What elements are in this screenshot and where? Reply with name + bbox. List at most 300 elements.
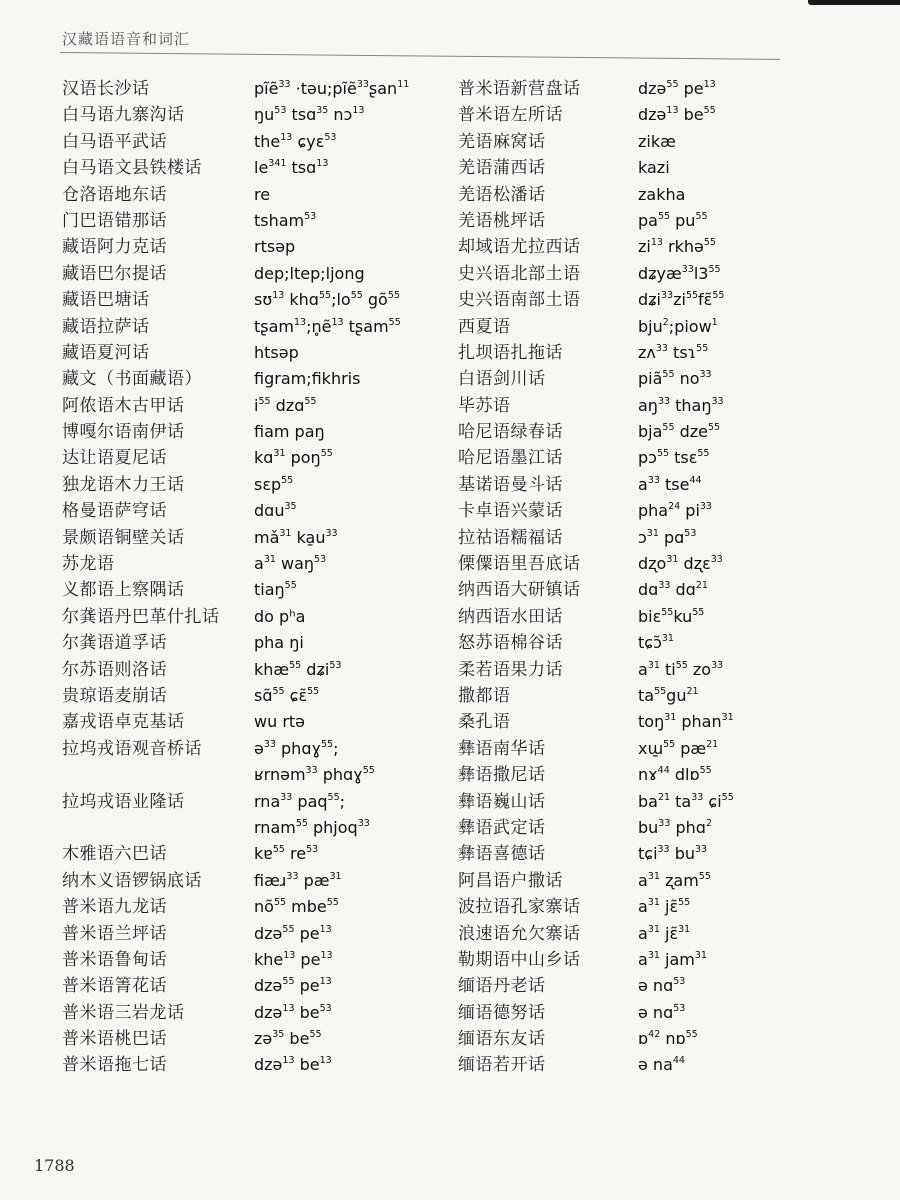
word-forms [254,1052,332,1078]
dialect-name: 缅语若开话 [458,1055,546,1076]
dialect-entry [62,102,409,128]
word-form: zikæ [638,131,676,151]
dialect-entry [458,815,734,841]
word-form: dzə$^{55}$ $pe^{13}$ [254,923,332,943]
dialect-entry [458,1000,734,1026]
word-form: rnam$^{55}$ phjoq$^{33}$ [254,817,370,837]
dialect-name: 波拉语孔家寨话 [458,897,581,918]
word-forms [254,604,305,630]
word-forms [254,525,338,551]
dialect-entry [458,947,734,973]
dialect-entry [62,340,409,366]
word-forms [638,894,690,920]
dialect-name: 藏文（书面藏语） [62,369,202,390]
dialect-name: 普米语三岩龙话 [62,1002,185,1023]
word-form: pha ŋi [254,633,304,653]
dialect-entry [458,76,734,102]
word-form: $i^{55}$ dzɑ$^{55}$ [254,395,317,415]
dialect-entry [62,657,409,683]
dialect-entry [458,129,734,155]
word-forms [254,789,370,842]
word-form: $a^{33}$ tse$^{44}$ [638,474,702,494]
dialect-entry [62,76,409,102]
word-forms [638,709,734,735]
dialect-name: 普米语箐花话 [62,976,167,997]
dialect-entry [62,129,409,155]
word-form: sɑ̃$^{55}$ ɕɛ̃$^{55}$ [254,685,320,705]
word-forms [638,129,676,155]
dialect-entry [458,155,734,181]
word-form: ɔ$^{31}$ pɑ$^{53}$ [638,527,697,547]
word-forms [638,657,723,683]
word-form: $a^{31}$ jɛ̃$^{31}$ [638,923,691,943]
dialect-entry [458,604,734,630]
word-form: ə $na^{44}$ [638,1055,685,1075]
dialect-name: 彝语撒尼话 [458,765,546,786]
dialect-name: 卡卓语兴蒙话 [458,501,563,522]
dialect-entry [62,868,409,894]
word-forms [638,314,718,340]
word-forms [638,815,712,841]
word-form: $aŋ^{33}$ thaŋ$^{33}$ [638,395,724,415]
dialect-name: 藏语巴尔提话 [62,263,167,284]
word-form: $biɛ^{55}ku^{55}$ [638,606,705,626]
word-forms [638,102,716,128]
word-forms [254,551,326,577]
word-forms [254,155,328,181]
word-forms [254,683,319,709]
dialect-entry [62,683,409,709]
word-forms [254,366,360,392]
dialect-entry [458,314,734,340]
word-form: zʌ$^{33}$ tsɿ$^{55}$ [638,342,709,362]
dialect-entry [62,182,409,208]
word-form: htsəp [254,342,299,362]
word-forms [254,208,316,234]
word-forms [638,1000,685,1026]
word-form: khæ$^{55}$ dʑi$^{53}$ [254,659,342,679]
dialect-entry [62,155,409,181]
dialect-name: 基诺语曼斗话 [458,474,563,495]
dialect-entry [62,1026,409,1052]
dialect-name: 普米语拖七话 [62,1055,167,1076]
dialect-name: 彝语南华话 [458,738,546,759]
dialect-entry [458,894,734,920]
dialect-entry [62,419,409,445]
dialect-name: 贵琼语麦崩话 [62,685,167,706]
word-form: piã$^{55}$ $no^{33}$ [638,369,712,389]
word-form: $ta^{55}gu^{21}$ [638,685,699,705]
dialect-name: 羌语蒲西话 [458,158,546,179]
dialect-entry [458,973,734,999]
dialect-name: 仓洛语地东话 [62,184,167,205]
word-forms [638,472,702,498]
word-form: $nõ^{55}$ mbe$^{55}$ [254,897,339,917]
dialect-name: 白语剑川话 [458,369,546,390]
word-forms [254,947,333,973]
running-header: 汉藏语语音和词汇 [62,30,191,48]
word-form: $bu^{33}$ phɑ$^2$ [638,817,712,837]
word-forms [254,1026,322,1052]
word-form: bja$^{55}$ dze$^{55}$ [638,422,721,442]
dialect-name: 尔龚语丹巴革什扎话 [62,606,220,627]
word-form: $ba^{21}$ $ta^{33}$ ɕi$^{55}$ [638,791,734,811]
dialect-name: 史兴语北部土语 [458,263,581,284]
word-form: dɑ$^{33}$ dɑ$^{21}$ [638,580,708,600]
dialect-name: 拉坞戎语业隆话 [62,791,185,812]
header-rule [60,52,780,60]
left-column [62,76,409,1079]
word-forms [254,314,401,340]
dialect-entry [458,577,734,603]
word-forms [638,868,711,894]
word-form: tsham$^{53}$ [254,210,317,230]
word-form: re [254,184,271,204]
dialect-entry [458,234,734,260]
dialect-name: 缅语东友话 [458,1029,546,1050]
word-form: dzə$^{55}$ $pe^{13}$ [638,79,716,98]
dialect-entry [458,445,734,471]
dialect-entry [458,657,734,683]
word-forms [638,419,720,445]
dialect-entry [458,709,734,735]
dialect-entry [458,261,734,287]
word-forms [638,683,699,709]
word-forms [638,155,670,181]
dialect-name: 尔苏语则洛话 [62,659,167,680]
dialect-name: 哈尼语墨江话 [458,448,563,469]
word-forms [638,182,685,208]
word-forms [638,525,696,551]
dialect-name: 义都语上察隅话 [62,580,185,601]
page-number: 1788 [34,1156,75,1175]
dialect-entry [62,393,409,419]
dialect-name: 苏龙语 [62,554,115,575]
dialect-name: 彝语武定话 [458,817,546,838]
word-form: pĩẽ$^{33}$ ·təu;pĩẽ$^{33}$ʂan$^{11}$ [254,79,410,98]
word-forms [254,419,325,445]
word-form: $a^{31}$ jɛ̃$^{55}$ [638,897,691,917]
word-form: nɤ$^{44}$ dlɒ$^{55}$ [638,765,712,785]
word-forms [638,208,708,234]
word-form: pha$^{24}$ $pi^{33}$ [638,501,712,521]
dialect-name: 纳西语水田话 [458,606,563,627]
word-forms [254,445,333,471]
dialect-entry [62,1052,409,1078]
dialect-name: 阿侬语木古甲话 [62,395,185,416]
word-form: sɛp$^{55}$ [254,474,294,494]
right-column [458,76,734,1079]
word-forms [254,841,318,867]
word-form: ə nɑ$^{53}$ [638,976,686,996]
dialect-entry [62,287,409,313]
dialect-name: 格曼语萨穹话 [62,501,167,522]
dialect-entry [62,973,409,999]
dialect-name: 拉祜语糯福话 [458,527,563,548]
word-forms [638,789,734,815]
dialect-name: 羌语桃坪话 [458,210,546,231]
dialect-name: 普米语新营盘话 [458,79,581,99]
word-form: ə nɑ$^{53}$ [638,1002,686,1022]
corner-tab-mark [808,0,900,5]
dialect-name: 博嘎尔语南伊话 [62,422,185,443]
word-form: $a^{31}$ waŋ$^{53}$ [254,554,327,574]
dialect-name: 达让语夏尼话 [62,448,167,469]
dialect-name: 毕苏语 [458,395,511,416]
word-forms [254,1000,332,1026]
word-forms [254,630,304,656]
word-form: $pa^{55}$ $pu^{55}$ [638,210,708,230]
word-form: wu rtə [254,712,306,732]
word-form: do pʰa [254,606,306,626]
dialect-entry [458,868,734,894]
word-form: dʐo$^{31}$ dʐɛ$^{33}$ [638,554,723,574]
word-forms [254,709,305,735]
word-form: ɒ$^{42}$ nɒ$^{55}$ [638,1029,698,1049]
word-form: $mǎ^{31}$ $ka̱u^{33}$ [254,527,338,547]
word-forms [254,973,332,999]
word-form: kɐ$^{55}$ $re^{53}$ [254,844,319,864]
dialect-entry [62,604,409,630]
dialect-name: 普米语九龙话 [62,897,167,918]
word-forms [638,551,723,577]
dialect-entry [62,921,409,947]
dialect-entry [62,736,409,789]
dialect-entry [458,340,734,366]
word-forms [638,393,724,419]
dialect-name: 扎坝语扎拖话 [458,342,563,363]
word-forms [638,366,712,392]
dialect-entry [458,472,734,498]
dialect-entry [62,630,409,656]
word-forms [638,498,712,524]
word-form: $dʑyæ^{33}l3^{55}$ [638,263,721,283]
word-forms [638,736,718,762]
dialect-name: 藏语阿力克话 [62,237,167,258]
dialect-name: 缅语德努话 [458,1002,546,1023]
dialect-entry [458,683,734,709]
dialect-entry [62,894,409,920]
word-form: dzə$^{13}$ $be^{55}$ [638,105,716,125]
dialect-name: 汉语长沙话 [62,79,150,99]
dialect-name: 木雅语六巴话 [62,844,167,865]
dialect-name: 藏语拉萨话 [62,316,150,337]
dialect-name: 阿昌语户撒话 [458,870,563,891]
word-form: dzə$^{55}$ $pe^{13}$ [254,976,332,996]
word-forms [254,340,299,366]
word-form: xɯ̱$^{55}$ $pæ^{21}$ [638,738,719,758]
word-forms [638,76,716,102]
word-form: fiam paŋ [254,422,325,442]
dialect-entry [62,261,409,287]
dialect-entry [62,208,409,234]
word-forms [254,894,339,920]
word-form: $dʑi^{33}zi^{55}fɛ̃^{55}$ [638,290,725,310]
dialect-entry [458,419,734,445]
dialect-name: 普米语左所话 [458,105,563,126]
dialect-entry [62,1000,409,1026]
word-forms [638,947,707,973]
dialect-name: 独龙语木力王话 [62,474,185,495]
dialect-entry [62,551,409,577]
dialect-entry [458,208,734,234]
word-forms [254,287,400,313]
word-forms [638,1026,698,1052]
dialect-entry [458,551,734,577]
word-form: tɕɔ̃$^{31}$ [638,633,674,653]
dialect-entry [62,234,409,260]
dialect-name: 门巴语错那话 [62,210,167,231]
dialect-name: 撒都语 [458,685,511,706]
word-form: dzə$^{13}$ $be^{53}$ [254,1002,332,1022]
dialect-name: 藏语巴塘话 [62,290,150,311]
dialect-name: 白马语九寨沟话 [62,105,185,126]
word-forms [254,498,297,524]
word-forms [254,234,295,260]
word-form: zakha [638,184,686,204]
word-form: bju$^2$;piow$^1$ [638,316,718,336]
word-form: fiæɹ$^{33}$ $pæ^{31}$ [254,870,342,890]
dialect-name: 羌语松潘话 [458,184,546,205]
word-forms [638,340,708,366]
dialect-name: 西夏语 [458,316,511,337]
dialect-name: 史兴语南部土语 [458,290,581,311]
word-form: tiaŋ$^{55}$ [254,580,297,600]
dialect-name: 缅语丹老话 [458,976,546,997]
word-forms [638,841,707,867]
dialect-name: 哈尼语绿春话 [458,422,563,443]
dialect-name: 桑孔语 [458,712,511,733]
dialect-name: 羌语麻窝话 [458,131,546,152]
dialect-entry [458,287,734,313]
word-forms [638,445,709,471]
dialect-entry [62,498,409,524]
dialect-entry [62,445,409,471]
dialect-name: 傈僳语里吾底话 [458,554,581,575]
word-form: dep;ltep;ljong [254,263,365,283]
word-form: $a^{31}$ jam$^{31}$ [638,949,707,969]
word-forms [638,921,690,947]
word-forms [254,182,270,208]
word-forms [638,261,721,287]
dialect-name: 普米语鲁甸话 [62,949,167,970]
dialect-entry [62,841,409,867]
word-form: pɔ$^{55}$ tsɛ$^{55}$ [638,448,710,468]
word-forms [254,393,316,419]
word-forms [254,868,342,894]
word-forms [638,1052,685,1078]
dialect-entry [458,102,734,128]
word-form: zə$^{35}$ $be^{55}$ [254,1029,322,1049]
dialect-name: 纳西语大研镇话 [458,580,581,601]
dialect-name: 勒期语中山乡话 [458,949,581,970]
word-forms [254,736,375,789]
dialect-name: 尔龚语道孚话 [62,633,167,654]
word-form: $le^{341}$ tsɑ$^{13}$ [254,158,329,178]
word-forms [254,472,293,498]
word-form: rtsəp [254,237,296,257]
dialect-entry [62,709,409,735]
dialect-name: 怒苏语棉谷话 [458,633,563,654]
dialect-name: 彝语巍山话 [458,791,546,812]
word-form: the$^{13}$ ɕyɛ$^{53}$ [254,131,337,151]
dialect-name: 拉坞戎语观音桥话 [62,738,202,759]
dialect-name: 浪速语允欠寨话 [458,923,581,944]
dialect-entry [458,182,734,208]
word-form: rna$^{33}$ paq$^{55}$; [254,791,346,811]
dialect-entry [458,1026,734,1052]
dialect-entry [458,630,734,656]
word-form: kɑ$^{31}$ poŋ$^{55}$ [254,448,333,468]
dialect-name: 纳木义语锣锅底话 [62,870,202,891]
dialect-entry [458,525,734,551]
dialect-entry [458,366,734,392]
dialect-name: 柔若语果力话 [458,659,563,680]
dialect-entry [458,498,734,524]
word-form: dzə$^{13}$ $be^{13}$ [254,1055,332,1075]
dialect-name: 普米语兰坪话 [62,923,167,944]
word-form: tɕi$^{33}$ $bu^{33}$ [638,844,708,864]
word-form: $zi^{13}$ rkhə$^{55}$ [638,237,716,257]
word-forms [254,577,297,603]
word-forms [638,604,704,630]
word-form: dɑu$^{35}$ [254,501,297,521]
dialect-entry [62,947,409,973]
word-form: khe$^{13}$ $pe^{13}$ [254,949,333,969]
word-form: tʂam$^{13}$;n̥ẽ$^{13}$ tʂam$^{55}$ [254,316,401,336]
word-forms [254,102,364,128]
word-form: $a^{31}$ ʐam$^{55}$ [638,870,711,890]
word-forms [638,630,674,656]
word-form: ʁrnəm$^{33}$ phɑɣ$^{55}$ [254,765,375,785]
dialect-name: 普米语桃巴话 [62,1029,167,1050]
word-form: $a^{31}$ $ti^{55}$ $zo^{33}$ [638,659,724,679]
dialect-name: 景颇语铜壁关话 [62,527,185,548]
dialect-entry [458,841,734,867]
word-form: toŋ$^{31}$ phan$^{31}$ [638,712,734,732]
dialect-name: 却域语尤拉西话 [458,237,581,258]
dialect-entry [62,525,409,551]
dialect-entry [458,393,734,419]
word-form: $ŋu^{53}$ tsɑ$^{35}$ nɔ$^{13}$ [254,105,365,125]
word-forms [638,287,724,313]
dialect-name: 藏语夏河话 [62,342,150,363]
word-forms [638,762,712,788]
dialect-entry [62,366,409,392]
dialect-entry [458,789,734,815]
dialect-name: 白马语平武话 [62,131,167,152]
word-forms [254,261,365,287]
word-form: sʊ$^{13}$ $khɑ^{55};lo^{55}$ $gõ^{55}$ [254,290,400,310]
dialect-entry [458,1052,734,1078]
word-form: ə$^{33}$ phɑɣ$^{55}$; [254,738,339,758]
dialect-name: 嘉戎语卓克基话 [62,712,185,733]
word-forms [254,657,341,683]
word-forms [638,973,685,999]
dialect-entry [62,472,409,498]
dialect-entry [458,762,734,788]
word-forms [254,76,409,102]
dialect-name: 白马语文县铁楼话 [62,158,202,179]
dialect-entry [62,314,409,340]
dialect-entry [62,577,409,603]
dialect-entry [62,789,409,842]
dialect-entry [458,921,734,947]
dialect-entry [458,736,734,762]
word-forms [638,577,708,603]
word-forms [638,234,716,260]
word-form: kazi [638,158,670,178]
